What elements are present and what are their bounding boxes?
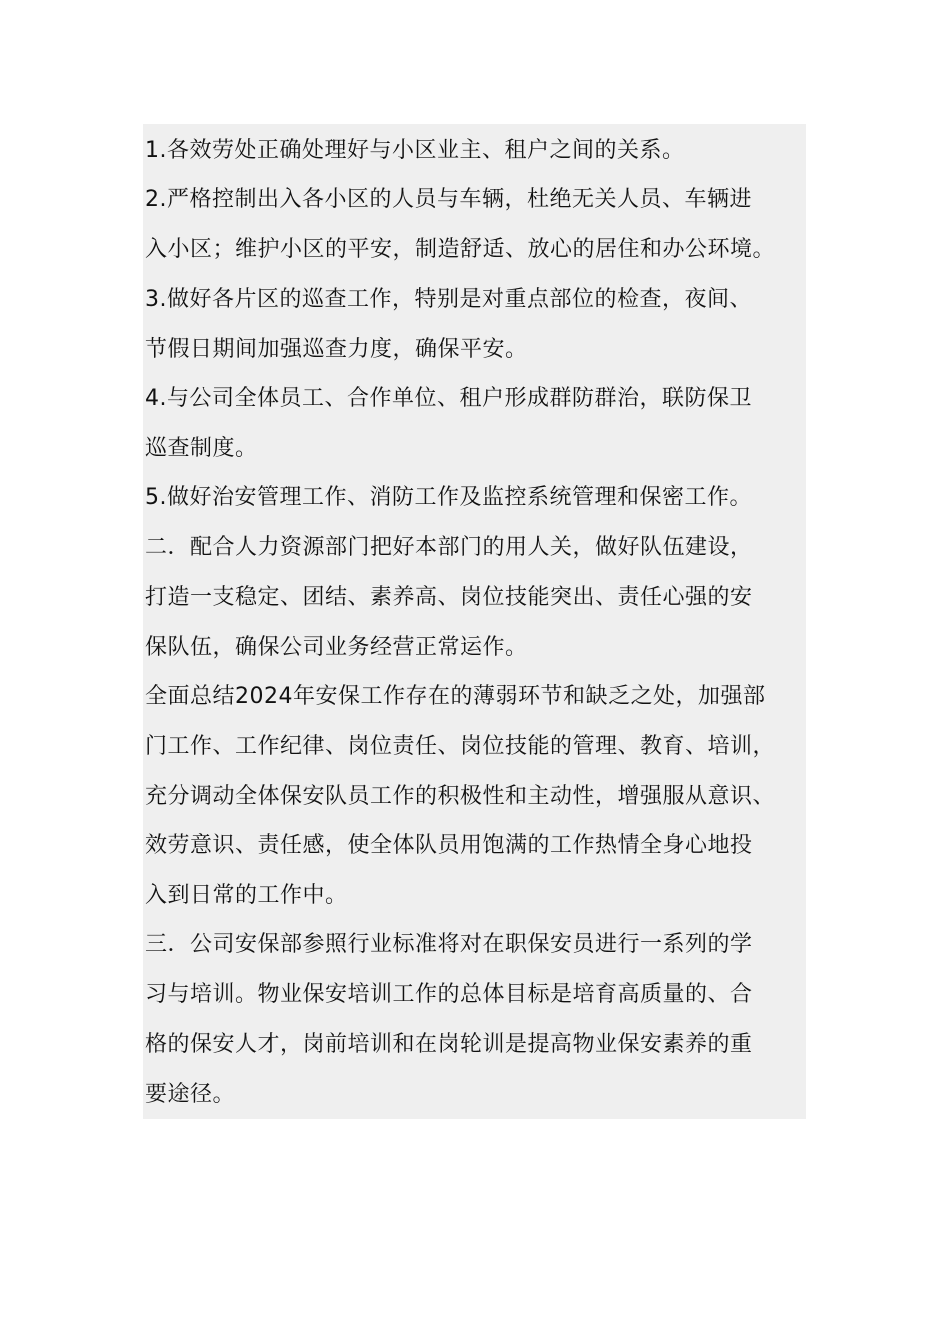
text-line: 2.严格控制出入各小区的人员与车辆，杜绝无关人员、车辆进 [145,187,752,212]
text-line: 4.与公司全体员工、合作单位、租户形成群防群治，联防保卫 [145,386,752,411]
text-line: 三．公司安保部参照行业标准将对在职保安员进行一系列的学 [145,932,753,957]
document-text-block [143,124,806,1119]
text-line: 保队伍，确保公司业务经营正常运作。 [145,635,528,660]
text-line: 二．配合人力资源部门把好本部门的用人关，做好队伍建设， [145,535,753,560]
text-line: 巡查制度。 [145,436,258,461]
text-line: 打造一支稳定、团结、素养高、岗位技能突出、责任心强的安 [145,585,753,610]
text-line: 入小区；维护小区的平安，制造舒适、放心的居住和办公环境。 [145,237,776,262]
text-line: 入到日常的工作中。 [145,883,348,908]
text-line: 全面总结2024年安保工作存在的薄弱环节和缺乏之处，加强部 [145,684,766,709]
text-line: 3.做好各片区的巡查工作，特别是对重点部位的检查，夜间、 [145,287,752,312]
text-line: 效劳意识、责任感，使全体队员用饱满的工作热情全身心地投 [145,833,753,858]
text-line: 要途径。 [145,1082,236,1107]
text-line: 习与培训。物业保安培训工作的总体目标是培育高质量的、合 [145,982,753,1007]
text-line: 节假日期间加强巡查力度，确保平安。 [145,337,528,362]
text-line: 1.各效劳处正确处理好与小区业主、租户之间的关系。 [145,138,685,163]
text-line: 充分调动全体保安队员工作的积极性和主动性，增强服从意识、 [145,784,776,809]
text-line: 格的保安人才，岗前培训和在岗轮训是提高物业保安素养的重 [145,1032,753,1057]
text-line: 门工作、工作纪律、岗位责任、岗位技能的管理、教育、培训， [145,734,776,759]
text-line: 5.做好治安管理工作、消防工作及监控系统管理和保密工作。 [145,485,752,510]
